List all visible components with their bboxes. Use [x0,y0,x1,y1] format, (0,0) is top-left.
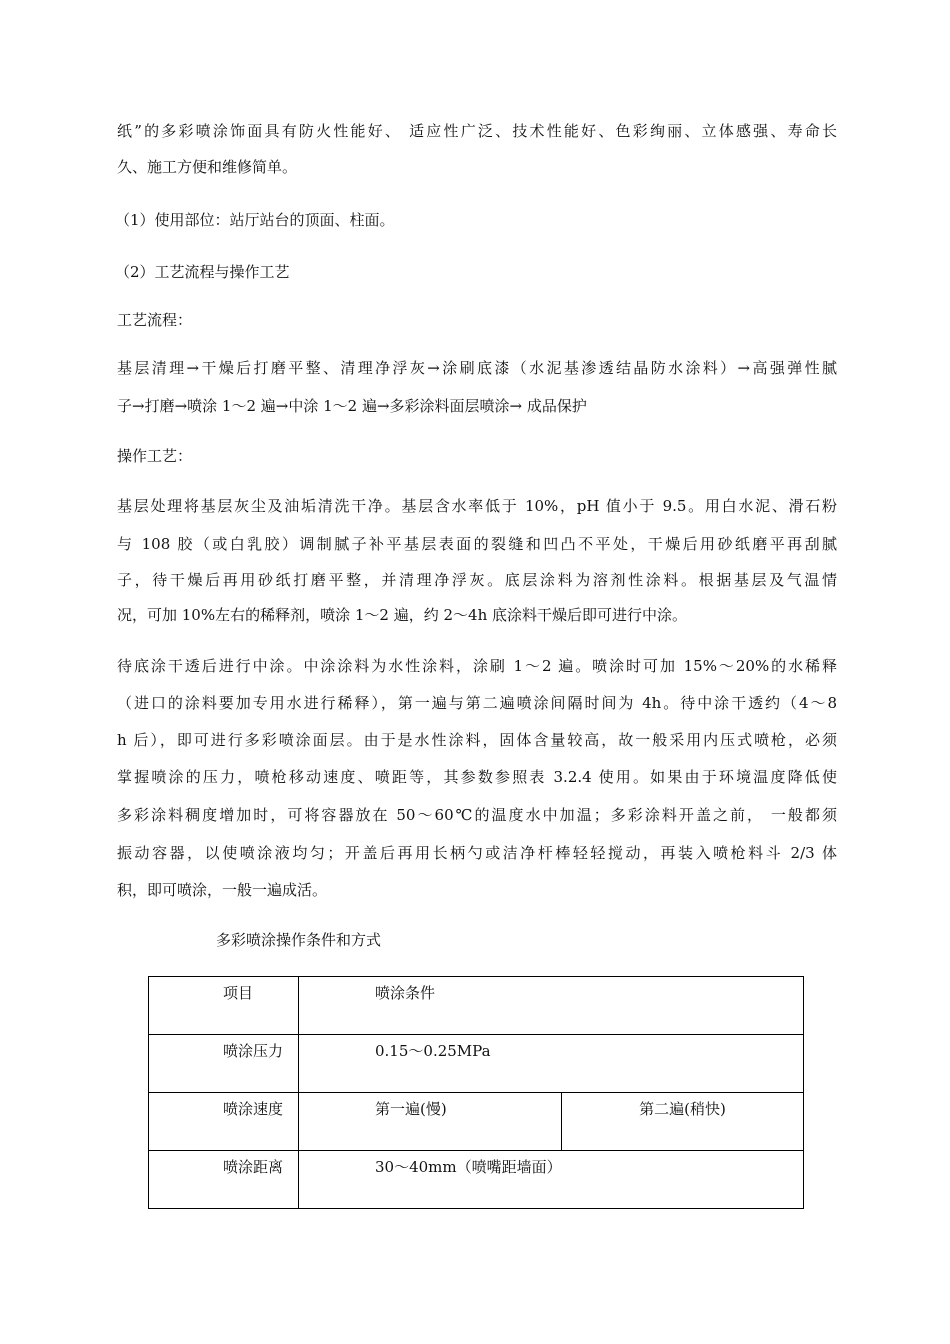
op-label: 操作工艺： [117,447,193,465]
intro-line-2: 久、施工方便和维修简单。 [117,158,298,176]
speed-second-cell: 第二遍(稍快) [562,1093,804,1151]
op2-line-6: 振动容器，以使喷涂液均匀；开盖后再用长柄勺或洁净杆棒轻轻搅动，再装入喷枪料斗 2/3 体 [117,844,837,862]
spray-conditions-table [148,976,804,1209]
usage-line: （1）使用部位：站厅站台的顶面、柱面。 [115,211,395,229]
speed-label-cell: 喷涂速度 [149,1093,299,1151]
header-item-cell: 项目 [149,977,299,1035]
table-header-row [149,977,804,1035]
op1-line-1: 基层处理将基层灰尘及油垢清洗干净。基层含水率低于 10%，pH 值小于 9.5。用白水泥、滑石粉 [117,497,837,515]
distance-value-cell: 30～40mm（喷嘴距墙面） [299,1151,804,1209]
op2-line-4: 掌握喷涂的压力，喷枪移动速度、喷距等，其参数参照表 3.2.4 使用。如果由于环境温度降低使 [117,768,837,786]
pressure-value-cell: 0.15～0.25MPa [299,1035,804,1093]
table-title: 多彩喷涂操作条件和方式 [216,931,382,949]
process-heading: （2）工艺流程与操作工艺 [115,263,290,281]
intro-line-1: 纸”的多彩喷涂饰面具有防火性能好、 适应性广泛、技术性能好、色彩绚丽、立体感强、寿命长 [117,122,837,140]
flow-line-2: 子→打磨→喷涂 1～2 遍→中涂 1～2 遍→多彩涂料面层喷涂→ 成品保护 [117,397,587,415]
op1-line-2: 与 108 胶（或白乳胶）调制腻子补平基层表面的裂缝和凹凸不平处，干燥后用砂纸磨平再刮腻 [117,535,837,553]
speed-first-cell: 第一遍(慢) [299,1093,562,1151]
flow-line-1: 基层清理→干燥后打磨平整、清理净浮灰→涂刷底漆（水泥基渗透结晶防水涂料）→高强弹性腻 [117,359,837,377]
distance-label-cell: 喷涂距离 [149,1151,299,1209]
op2-line-1: 待底涂干透后进行中涂。中涂涂料为水性涂料，涂刷 1～2 遍。喷涂时可加 15%～20%的水稀释 [117,657,837,675]
header-condition-cell: 喷涂条件 [299,977,804,1035]
pressure-label-cell: 喷涂压力 [149,1035,299,1093]
table-row-pressure [149,1035,804,1093]
flow-label: 工艺流程： [117,311,193,329]
table-row-speed [149,1093,804,1151]
op2-line-5: 多彩涂料稠度增加时，可将容器放在 50～60℃的温度水中加温；多彩涂料开盖之前， 一般都须 [117,806,837,824]
table-row-distance [149,1151,804,1209]
op2-line-3: h 后），即可进行多彩喷涂面层。由于是水性涂料，固体含量较高，故一般采用内压式喷枪，必须 [117,731,837,749]
op1-line-3: 子，待干燥后再用砂纸打磨平整，并清理净浮灰。底层涂料为溶剂性涂料。根据基层及气温情 [117,571,837,589]
op2-line-7: 积，即可喷涂，一般一遍成活。 [117,881,328,899]
op1-line-4: 况，可加 10%左右的稀释剂，喷涂 1～2 遍，约 2～4h 底涂料干燥后即可进行中涂。 [117,606,688,624]
op2-line-2: （进口的涂料要加专用水进行稀释），第一遍与第二遍喷涂间隔时间为 4h。待中涂干透约（4～8 [117,694,837,712]
